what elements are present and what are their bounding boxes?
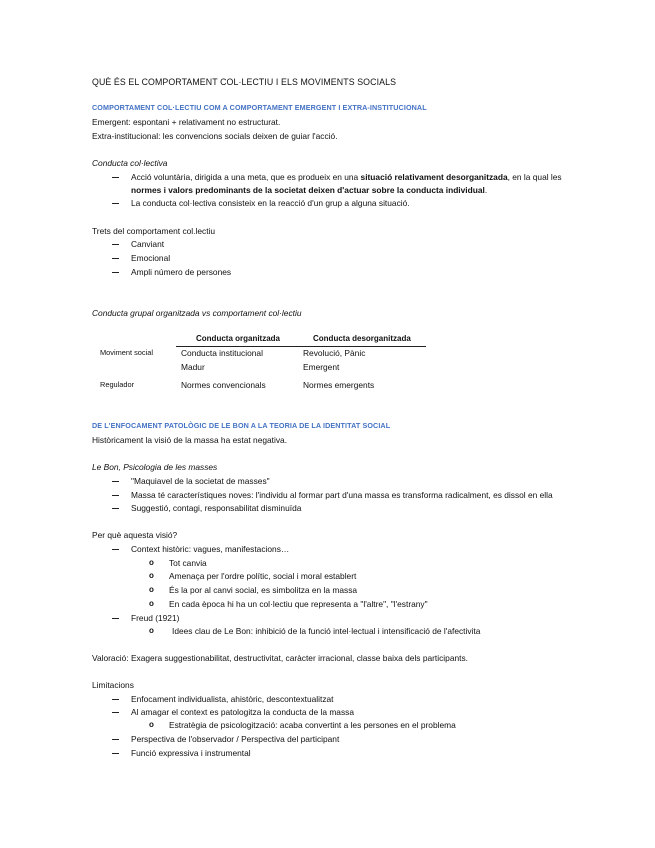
conducta-item-1-a: Acció voluntària, dirigida a una meta, que es produeix en una	[131, 172, 361, 182]
table-cell: Conducta institucional	[181, 348, 263, 358]
table-header-disorganized: Conducta desorganitzada	[313, 334, 411, 343]
context-item: Context històric: vagues, manifestacions…	[131, 544, 290, 554]
section-heading-1: COMPORTAMENT COL·LECTIU COM A COMPORTAMENT EMERGENT I EXTRA-INSTITUCIONAL	[92, 103, 427, 112]
dash-bullet	[112, 177, 119, 178]
circle-bullet: o	[149, 558, 154, 567]
limit-sub-item: Estratègia de psicologització: acaba convertint a les persones en el problema	[169, 720, 456, 730]
conducta-item-1-line-1	[131, 173, 562, 181]
why-label: Per què aquesta visió?	[92, 530, 178, 540]
table-caption: Conducta grupal organitzada vs comportament col·lectiu	[92, 308, 302, 318]
dash-bullet	[112, 739, 119, 740]
trets-item: Canviant	[131, 239, 165, 249]
conducta-item-1-b: situació relativament desorganitzada	[360, 172, 508, 182]
table-rule	[176, 346, 426, 347]
lebon-item: Massa té característiques noves: l'individu al formar part d'una massa es transforma radicalment, es dissol en ella	[131, 490, 553, 500]
table-row-label-regulador: Regulador	[100, 380, 135, 389]
lebon-item: "Maquiavel de la societat de masses"	[131, 476, 270, 486]
dash-bullet	[112, 753, 119, 754]
context-sub-item: En cada època hi ha un col·lectiu que representa a "l'altre", "l'estrany"	[169, 599, 428, 609]
section-heading-2: DE L'ENFOCAMENT PATOLÒGIC DE LE BON A LA TEORIA DE LA IDENTITAT SOCIAL	[92, 421, 391, 430]
conducta-item-1-d: normes i valors predominants de la societat deixen d'actuar sobre la conducta individual	[131, 185, 485, 195]
table-row-label-moviment: Moviment social	[100, 348, 153, 357]
table-cell: Revolució, Pànic	[303, 348, 366, 358]
limit-item: Perspectiva de l'observador / Perspectiva del participant	[131, 734, 340, 744]
circle-bullet: o	[149, 626, 154, 635]
table-cell: Normes emergents	[303, 380, 375, 390]
limit-item: Al amagar el context es patologitza la conducta de la massa	[131, 707, 354, 717]
limit-item: Enfocament individualista, ahistòric, descontextualitzat	[131, 694, 334, 704]
dash-bullet	[112, 699, 119, 700]
valoracio-line: Valoració: Exagera suggestionabilitat, destructivitat, caràcter irracional, classe baixa dels participants.	[92, 653, 468, 663]
dash-bullet	[112, 481, 119, 482]
conducta-item-1-c: , en la qual les	[507, 172, 562, 182]
dash-bullet	[112, 244, 119, 245]
conducta-item-1-e: .	[484, 185, 488, 195]
circle-bullet: o	[149, 571, 154, 580]
dash-bullet	[112, 618, 119, 619]
historic-line: Històricament la visió de la massa ha estat negativa.	[92, 435, 288, 445]
conducta-label: Conducta col·lectiva	[92, 158, 168, 168]
trets-item: Emocional	[131, 253, 171, 263]
table-cell: Normes convencionals	[181, 380, 266, 390]
dash-bullet	[112, 712, 119, 713]
trets-label: Trets del comportament col.lectiu	[92, 226, 216, 236]
freud-sub-item: Idees clau de Le Bon: inhibició de la funció intel·lectual i intensificació de l'afectivita	[172, 626, 481, 636]
dash-bullet	[112, 508, 119, 509]
page-title: QUÈ ÉS EL COMPORTAMENT COL·LECTIU I ELS MOVIMENTS SOCIALS	[92, 77, 397, 87]
context-sub-item: Amenaça per l'ordre polític, social i moral establert	[169, 571, 357, 581]
circle-bullet: o	[149, 599, 154, 608]
conducta-item-1-line-2	[131, 186, 487, 194]
dash-bullet	[112, 272, 119, 273]
trets-item: Ampli número de persones	[131, 267, 232, 277]
circle-bullet: o	[149, 585, 154, 594]
lebon-item: Suggestió, contagi, responsabilitat disminuïda	[131, 503, 302, 513]
context-sub-item: Tot canvia	[169, 558, 207, 568]
freud-item: Freud (1921)	[131, 613, 180, 623]
circle-bullet: o	[149, 720, 154, 729]
dash-bullet	[112, 495, 119, 496]
table-cell: Emergent	[303, 362, 340, 372]
context-sub-item: És la por al canvi social, es simbolitza en la massa	[169, 585, 358, 595]
extra-institutional-line: Extra-institucional: les convencions socials deixen de guiar l'acció.	[92, 131, 338, 141]
limit-item: Funció expressiva i instrumental	[131, 748, 251, 758]
emergent-line: Emergent: espontani + relativament no estructurat.	[92, 117, 281, 127]
dash-bullet	[112, 203, 119, 204]
lebon-label: Le Bon, Psicologia de les masses	[92, 462, 218, 472]
limitacions-label: Limitacions	[92, 680, 134, 690]
dash-bullet	[112, 549, 119, 550]
dash-bullet	[112, 258, 119, 259]
table-header-organized: Conducta organitzada	[196, 334, 281, 343]
table-cell: Madur	[181, 362, 205, 372]
conducta-item-2: La conducta col·lectiva consisteix en la reacció d'un grup a alguna situació.	[131, 198, 410, 208]
